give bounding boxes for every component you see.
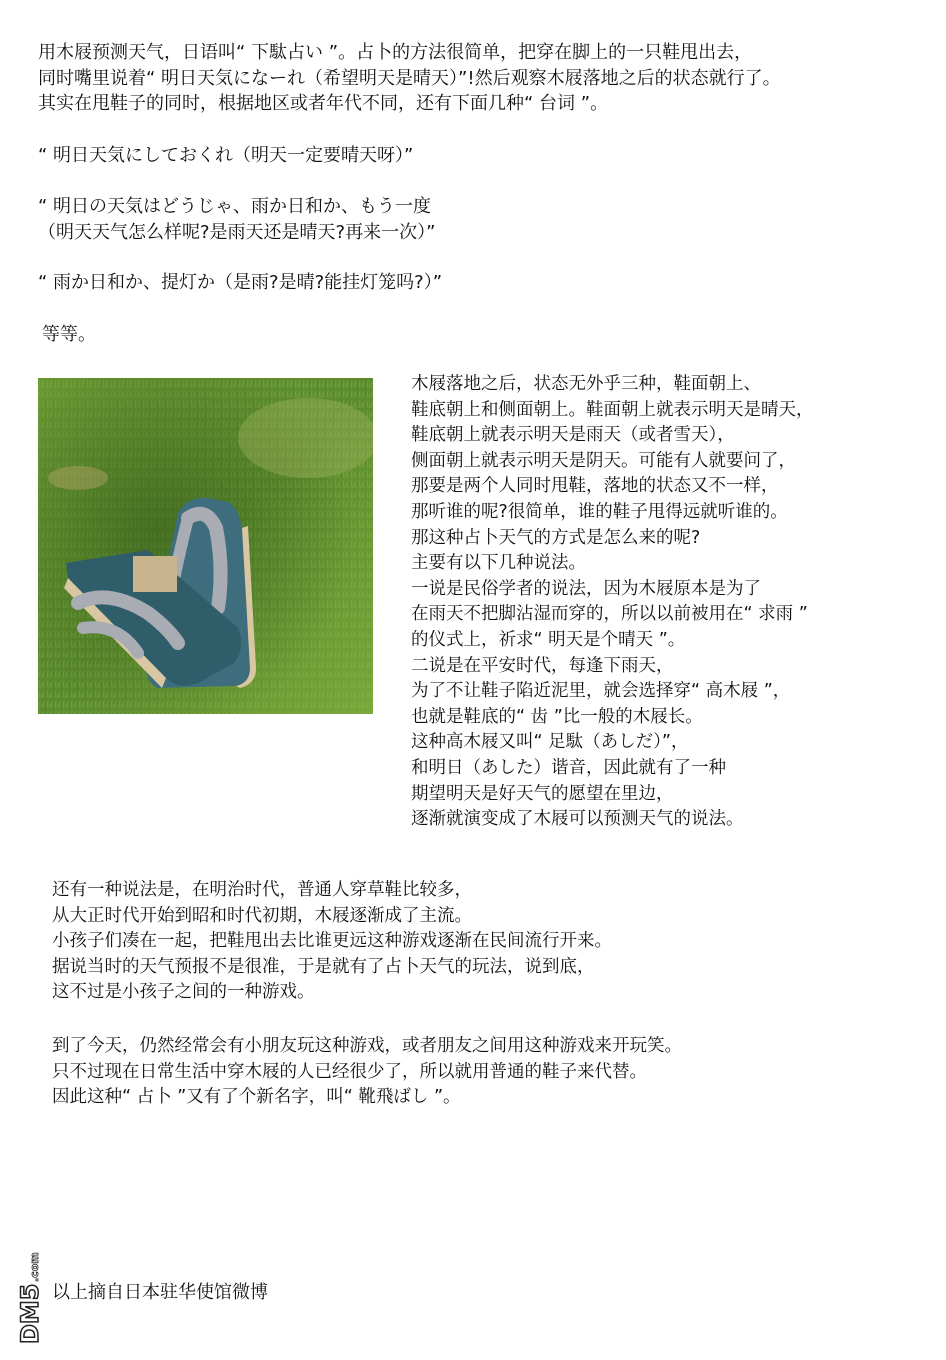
quote-line: （明天天气怎么样呢?是雨天还是晴天?再来一次）” <box>38 221 436 243</box>
history-line: 据说当时的天气预报不是很准，于是就有了占卜天气的玩法，说到底， <box>52 956 595 977</box>
quote-line: “ 雨か日和か、提灯か（是雨?是晴?能挂灯笼吗?）” <box>38 272 443 293</box>
history-line: 这不过是小孩子之间的一种游戏。 <box>52 982 315 1003</box>
dm5-watermark-logo <box>10 1248 46 1348</box>
explain-line: 这种高木屐又叫“ 足駄（あしだ）”， <box>411 732 689 753</box>
quote-line: “ 明日の天気はどうじゃ、雨か日和か、もう一度 <box>38 196 432 217</box>
explain-line: 和明日（あした）谐音，因此就有了一种 <box>411 757 726 778</box>
svg-text:DM5: DM5 <box>16 1283 44 1344</box>
quote-2 <box>38 194 435 245</box>
explanation-paragraph <box>411 372 814 833</box>
explain-line: 那这种占卜天气的方式是怎么来的呢? <box>411 527 701 548</box>
svg-text:.com: .com <box>28 1252 41 1282</box>
explain-line: 鞋底朝上和侧面朝上。鞋面朝上就表示明天是晴天， <box>411 399 814 420</box>
explain-line: 一说是民俗学者的说法，因为木屐原本是为了 <box>411 578 761 599</box>
explain-line: 二说是在平安时代，每逢下雨天， <box>411 655 674 676</box>
explain-line: 为了不让鞋子陷近泥里，就会选择穿“ 高木屐 ”， <box>411 681 791 702</box>
history-line: 还有一种说法是，在明治时代，普通人穿草鞋比较多， <box>52 880 472 900</box>
intro-line: 其实在甩鞋子的同时，根据地区或者年代不同，还有下面几种“ 台词 ”。 <box>38 93 609 114</box>
explain-line: 鞋底朝上就表示明天是雨天（或者雪天）， <box>411 425 735 446</box>
geta-photo <box>38 378 373 714</box>
intro-paragraph <box>38 40 781 117</box>
explain-line: 那要是两个人同时甩鞋，落地的状态又不一样， <box>411 476 779 497</box>
history-line: 小孩子们凑在一起，把鞋甩出去比谁更远这种游戏逐渐在民间流行开来。 <box>52 931 612 952</box>
logo-image <box>10 1248 46 1348</box>
etc-line: 等等。 <box>42 324 96 345</box>
history-line: 从大正时代开始到昭和时代初期，木屐逐渐成了主流。 <box>52 905 472 926</box>
explain-line: 在雨天不把脚沾湿而穿的，所以以前被用在“ 求雨 ” <box>411 604 808 625</box>
today-line: 因此这种“ 占卜 ”又有了个新名字，叫“ 靴飛ばし ”。 <box>52 1087 461 1108</box>
explain-line: 侧面朝上就表示明天是阴天。可能有人就要问了， <box>411 450 796 471</box>
history-paragraph <box>52 878 612 1006</box>
intro-line: 用木屐预测天气，日语叫“ 下駄占い ”。占卜的方法很简单，把穿在脚上的一只鞋甩出去， <box>38 42 753 63</box>
today-line: 到了今天，仍然经常会有小朋友玩这种游戏，或者朋友之间用这种游戏来开玩笑。 <box>52 1036 682 1056</box>
explain-line: 期望明天是好天气的愿望在里边， <box>411 783 674 804</box>
quote-line: “ 明日天気にしておくれ（明天一定要晴天呀）” <box>38 145 414 166</box>
explain-line: 的仪式上，祈求“ 明天是个晴天 ”。 <box>411 629 686 650</box>
geta-photo-image <box>38 378 373 714</box>
explain-line: 主要有以下几种说法。 <box>411 553 586 574</box>
quote-3 <box>38 270 442 296</box>
explain-line: 木屐落地之后，状态无外乎三种，鞋面朝上、 <box>411 374 761 394</box>
etc-text <box>42 322 96 348</box>
today-paragraph <box>52 1034 682 1111</box>
explain-line: 那听谁的呢?很简单，谁的鞋子甩得远就听谁的。 <box>411 501 788 522</box>
quote-1 <box>38 143 413 169</box>
today-line: 只不过现在日常生活中穿木屐的人已经很少了，所以就用普通的鞋子来代替。 <box>52 1061 647 1082</box>
explain-line: 逐渐就演变成了木屐可以预测天气的说法。 <box>411 809 744 830</box>
source-line: 以上摘自日本驻华使馆微博 <box>52 1282 268 1303</box>
source-note <box>52 1280 268 1306</box>
intro-line: 同时嘴里说着“ 明日天気になーれ（希望明天是晴天）”!然后观察木屐落地之后的状态就行了。 <box>38 67 781 89</box>
explain-line: 也就是鞋底的“ 齿 ”比一般的木屐长。 <box>411 706 703 727</box>
